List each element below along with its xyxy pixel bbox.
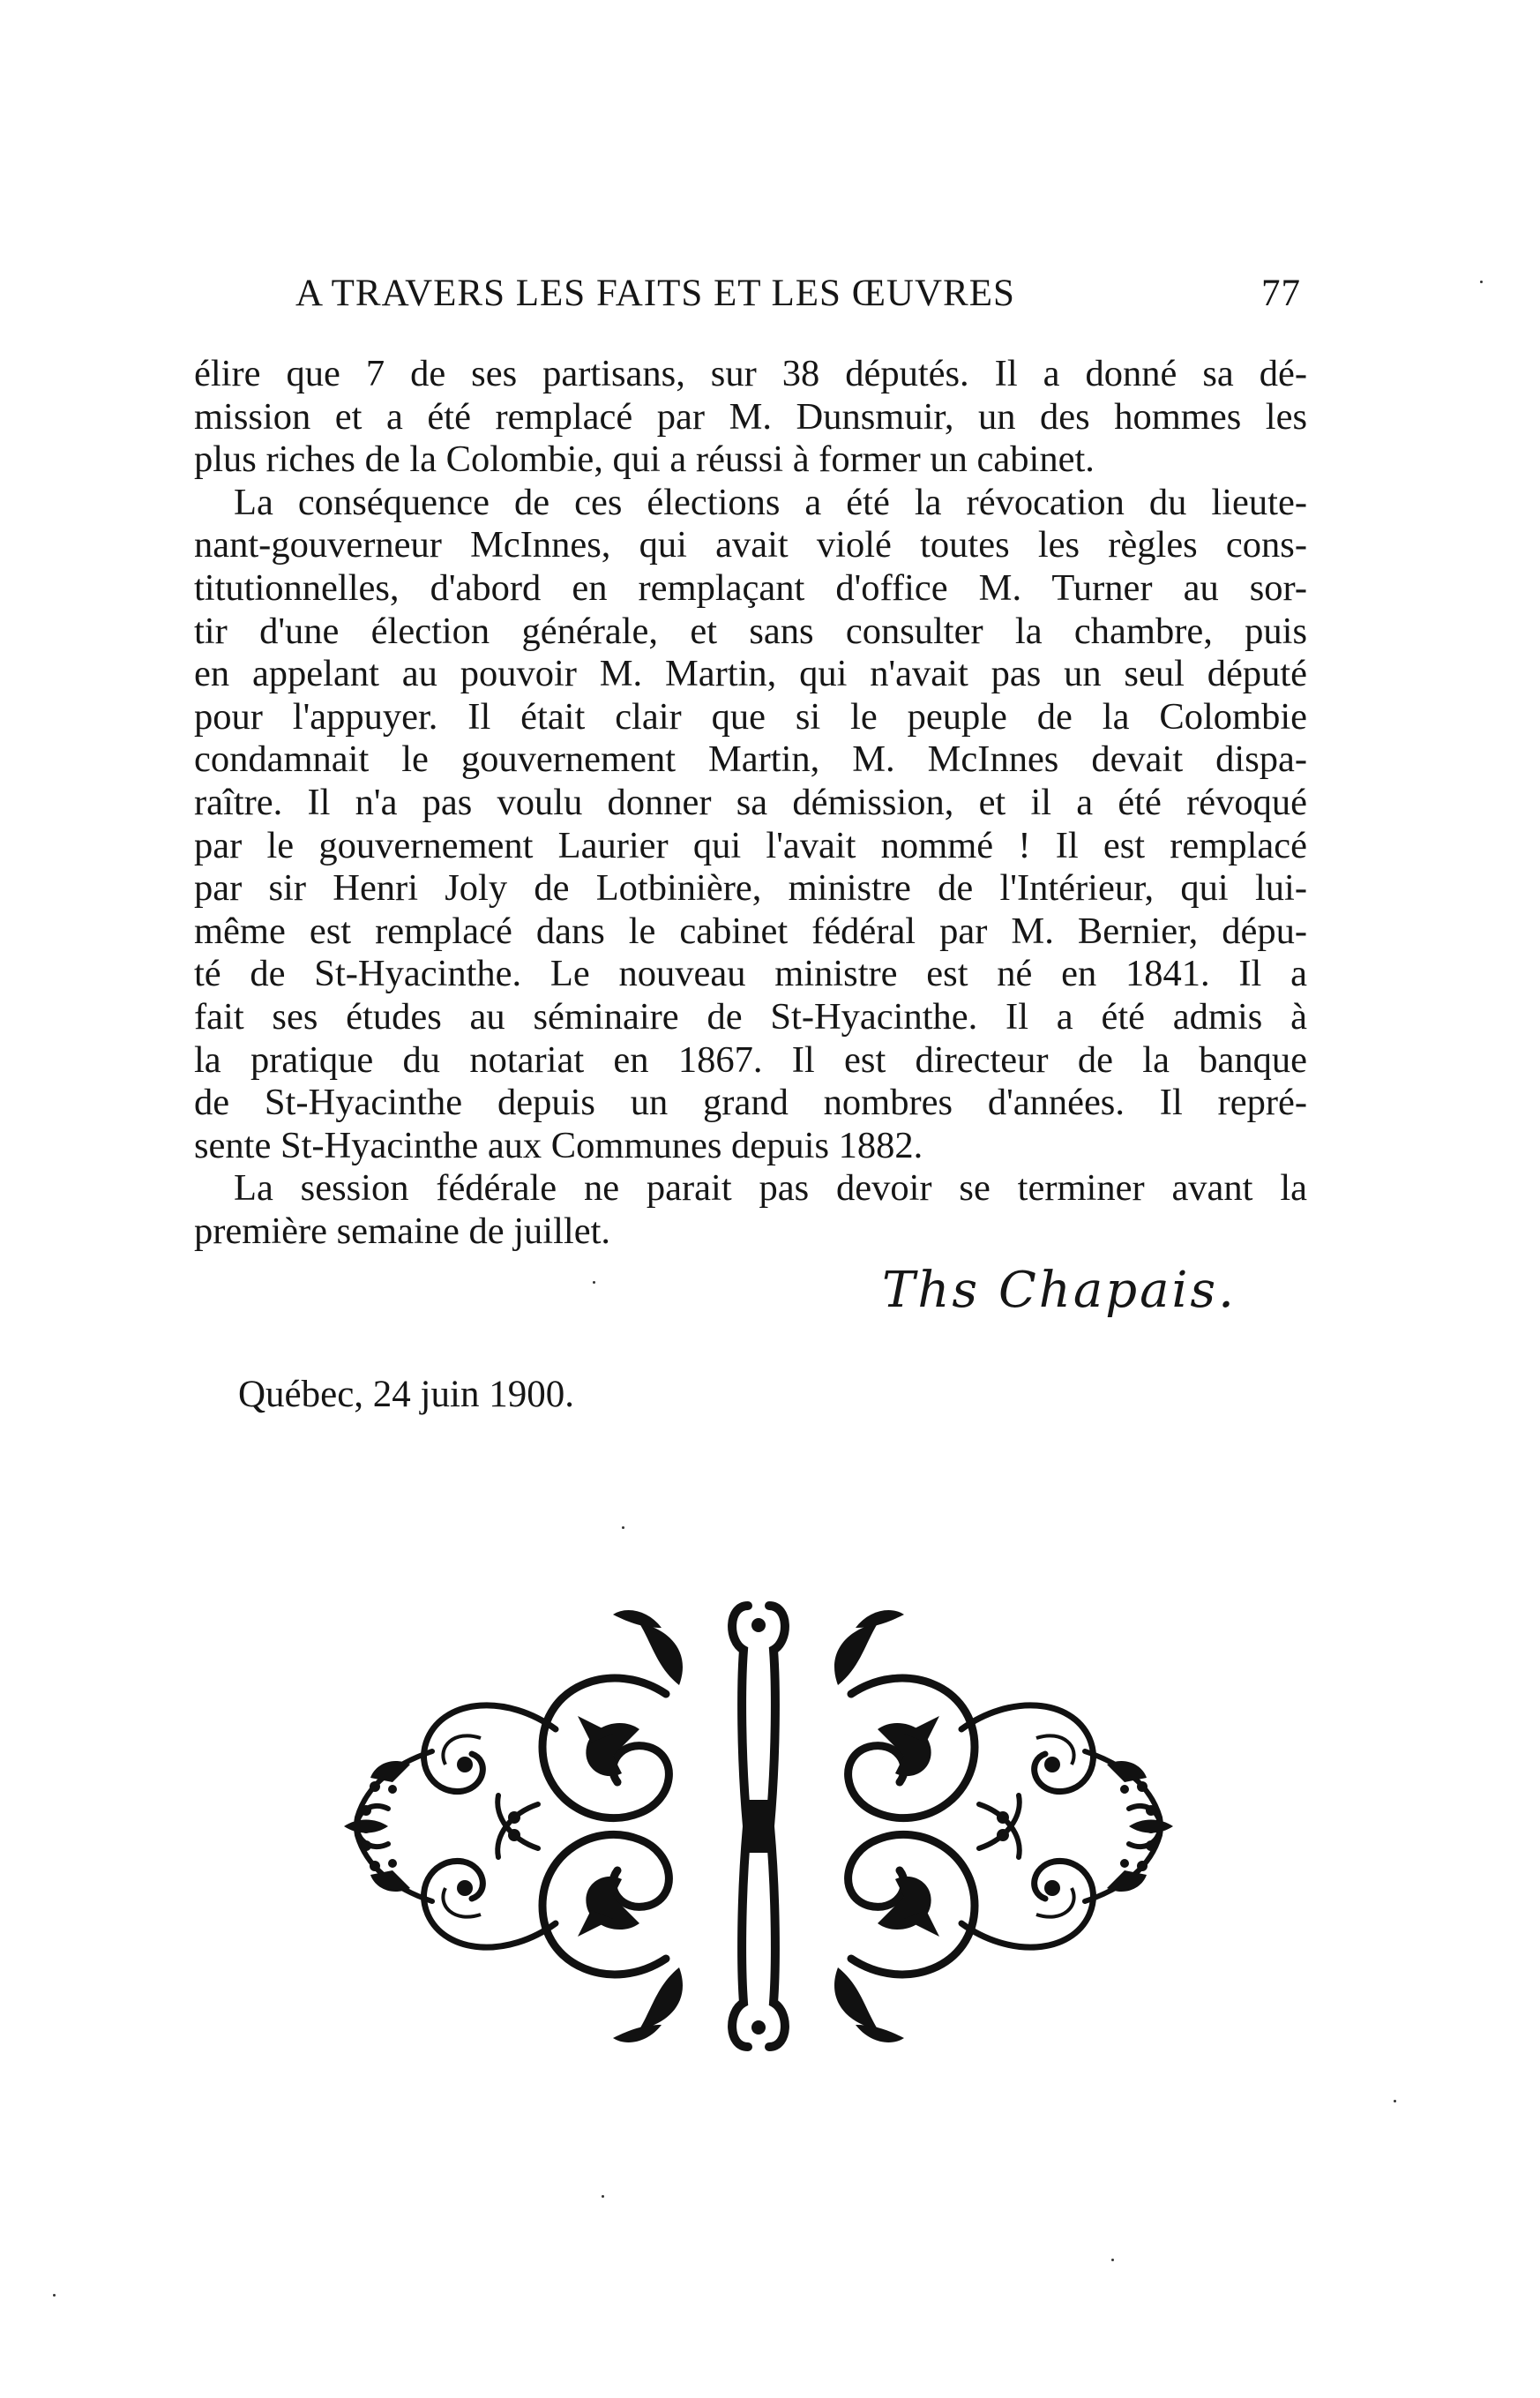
paper-speck xyxy=(1480,281,1483,283)
running-header xyxy=(295,272,1301,325)
paper-speck xyxy=(622,1526,624,1529)
text-line: pour l'appuyer. Il était clair que si le peuple de la Colombie xyxy=(194,695,1307,738)
text-line: plus riches de la Colombie, qui a réussi à former un cabinet. xyxy=(194,438,1095,481)
text-line: par sir Henri Joly de Lotbinière, ministre de l'Intérieur, qui lui- xyxy=(194,867,1307,910)
text-line: La conséquence de ces élections a été la révocation du lieute- xyxy=(234,481,1307,523)
paper-speck xyxy=(602,2195,604,2198)
text-line: fait ses études au séminaire de St-Hyacinthe. Il a été admis à xyxy=(194,995,1307,1038)
text-line: sente St-Hyacinthe aux Communes depuis 1882. xyxy=(194,1124,923,1166)
text-line: nant-gouverneur McInnes, qui avait violé toutes les règles cons- xyxy=(194,524,1307,566)
text-line: titutionnelles, d'abord en remplaçant d'office M. Turner au sor- xyxy=(194,566,1307,609)
dateline: Québec, 24 juin 1900. xyxy=(238,1374,574,1415)
paper-speck xyxy=(593,1281,595,1284)
text-line: par le gouvernement Laurier qui l'avait nommé ! Il est remplacé xyxy=(194,824,1307,866)
author-signature: Ths Chapais. xyxy=(882,1262,1237,1319)
text-line: même est remplacé dans le cabinet fédéral par M. Bernier, dépu- xyxy=(194,910,1307,952)
text-line: La session fédérale ne parait pas devoir se terminer avant la xyxy=(234,1167,1307,1210)
scroll-ornament-icon xyxy=(340,1579,1177,2073)
text-line: mission et a été remplacé par M. Dunsmuir, un des hommes les xyxy=(194,395,1307,438)
page-number: 77 xyxy=(1261,273,1301,314)
text-line: raître. Il n'a pas voulu donner sa démission, et il a été révoqué xyxy=(194,781,1307,823)
paper-speck xyxy=(53,2294,56,2297)
text-line: condamnait le gouvernement Martin, M. McInnes devait dispa- xyxy=(194,738,1307,781)
paper-speck xyxy=(1394,2100,1396,2102)
body-text xyxy=(194,353,1307,1253)
text-line: té de St-Hyacinthe. Le nouveau ministre est né en 1841. Il a xyxy=(194,953,1307,995)
text-line: première semaine de juillet. xyxy=(194,1210,611,1252)
paper-speck xyxy=(1111,2259,1114,2261)
running-title: A TRAVERS LES FAITS ET LES ŒUVRES xyxy=(295,273,1015,314)
text-line: de St-Hyacinthe depuis un grand nombres d'années. Il repré- xyxy=(194,1082,1307,1124)
text-line: la pratique du notariat en 1867. Il est directeur de la banque xyxy=(194,1038,1307,1081)
text-line: en appelant au pouvoir M. Martin, qui n'avait pas un seul député xyxy=(194,653,1307,695)
text-line: tir d'une élection générale, et sans consulter la chambre, puis xyxy=(194,610,1307,652)
text-line: élire que 7 de ses partisans, sur 38 députés. Il a donné sa dé- xyxy=(194,353,1307,394)
